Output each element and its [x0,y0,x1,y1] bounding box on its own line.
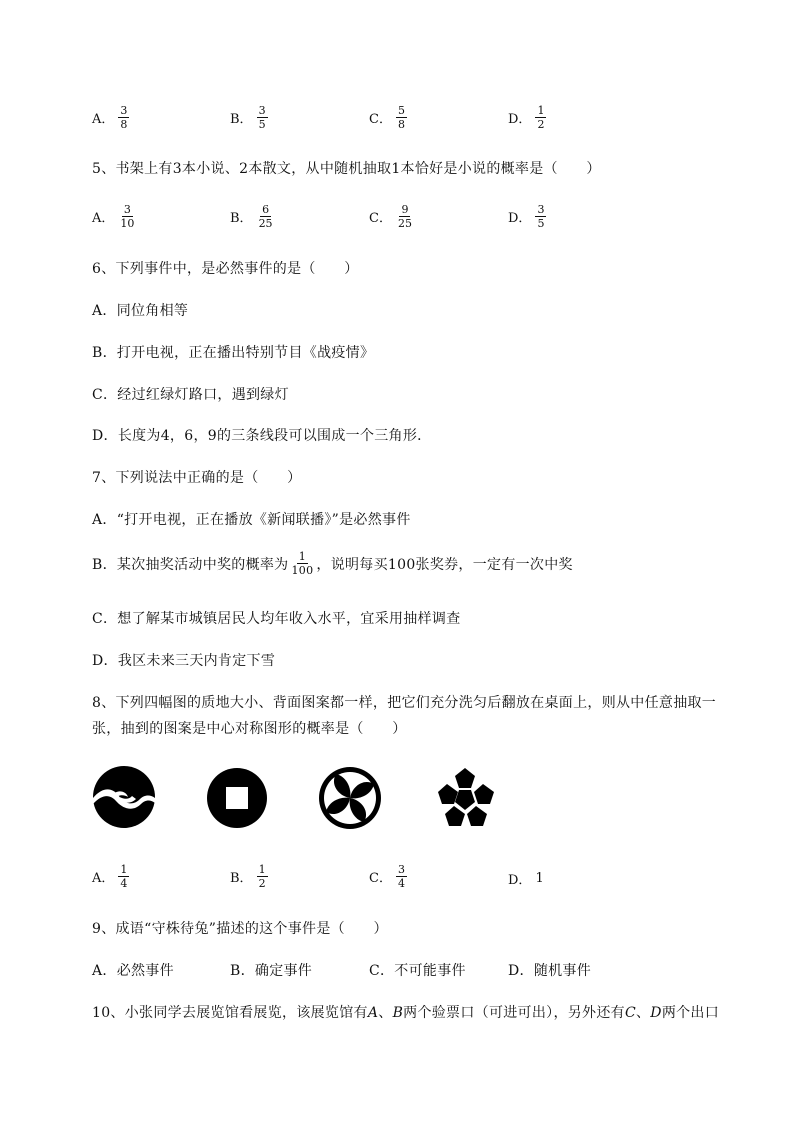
q7-option-b: B．某次抽奖活动中奖的概率为 $\frac{1}{100}$ ，说明每买100张奖券，一定有一次中奖 [92,550,573,577]
q9-stem: 9、成语“守株待兔”描述的这个事件是（ ） [92,921,388,937]
q4-option-c: C． $\frac{5}{8}$ [369,104,405,131]
q8-stem-line2: 张，抽到的图案是中心对称图形的概率是（ ） [92,721,407,737]
q8-option-d: D． 1 [508,871,544,888]
q7-option-d: D．我区未来三天内肯定下雪 [92,653,276,669]
q6-option-b: B．打开电视，正在播出特别节目《战疫情》 [92,345,375,361]
q5-option-c: C． $\frac{9}{25}$ [369,203,412,230]
yin-yang-wave-figure [92,765,156,829]
q7-option-c: C．想了解某市城镇居民人均年收入水平，宜采用抽样调查 [92,611,461,627]
q8-option-a: A． $\frac{1}{4}$ [92,863,128,890]
q5-stem: 5、书架上有3本小说、2本散文，从中随机抽取1本恰好是小说的概率是（ ） [92,161,601,177]
q6-option-a: A．同位角相等 [92,303,189,319]
four-petal-figure [318,766,382,830]
q4-option-d: D． $\frac{1}{2}$ [508,104,545,131]
q10-stem: 10、小张同学去展览馆看展览，该展览馆有A、B两个验票口（可进可出），另外还有C、D两个出口 [92,1005,720,1021]
q4-option-a: A． $\frac{3}{8}$ [92,104,128,131]
q8-option-b: B． $\frac{1}{2}$ [230,863,266,890]
five-pentagon-figure [433,766,497,830]
square-in-circle-figure [206,767,268,829]
q7-option-a: A．“打开电视，正在播放《新闻联播》”是必然事件 [92,512,411,528]
q7-stem: 7、下列说法中正确的是（ ） [92,470,302,486]
q9-option-a: A．必然事件 [92,963,174,979]
q9-option-d: D．随机事件 [508,963,592,979]
q8-option-c: C． $\frac{3}{4}$ [369,863,405,890]
q4-option-b: B． $\frac{3}{5}$ [230,104,266,131]
q6-stem: 6、下列事件中，是必然事件的是（ ） [92,261,359,277]
q5-option-b: B． $\frac{6}{25}$ [230,203,273,230]
q9-option-c: C．不可能事件 [369,963,466,979]
q6-option-d: D．长度为4，6，9的三条线段可以围成一个三角形． [92,428,432,444]
q8-stem-line1: 8、下列四幅图的质地大小、背面图案都一样，把它们充分洗匀后翻放在桌面上，则从中任意抽取一 [92,695,717,711]
q5-option-d: D． $\frac{3}{5}$ [508,203,545,230]
q9-option-b: B．确定事件 [230,963,313,979]
q5-option-a: A． $\frac{3}{10}$ [92,203,135,230]
q6-option-c: C．经过红绿灯路口，遇到绿灯 [92,387,289,403]
